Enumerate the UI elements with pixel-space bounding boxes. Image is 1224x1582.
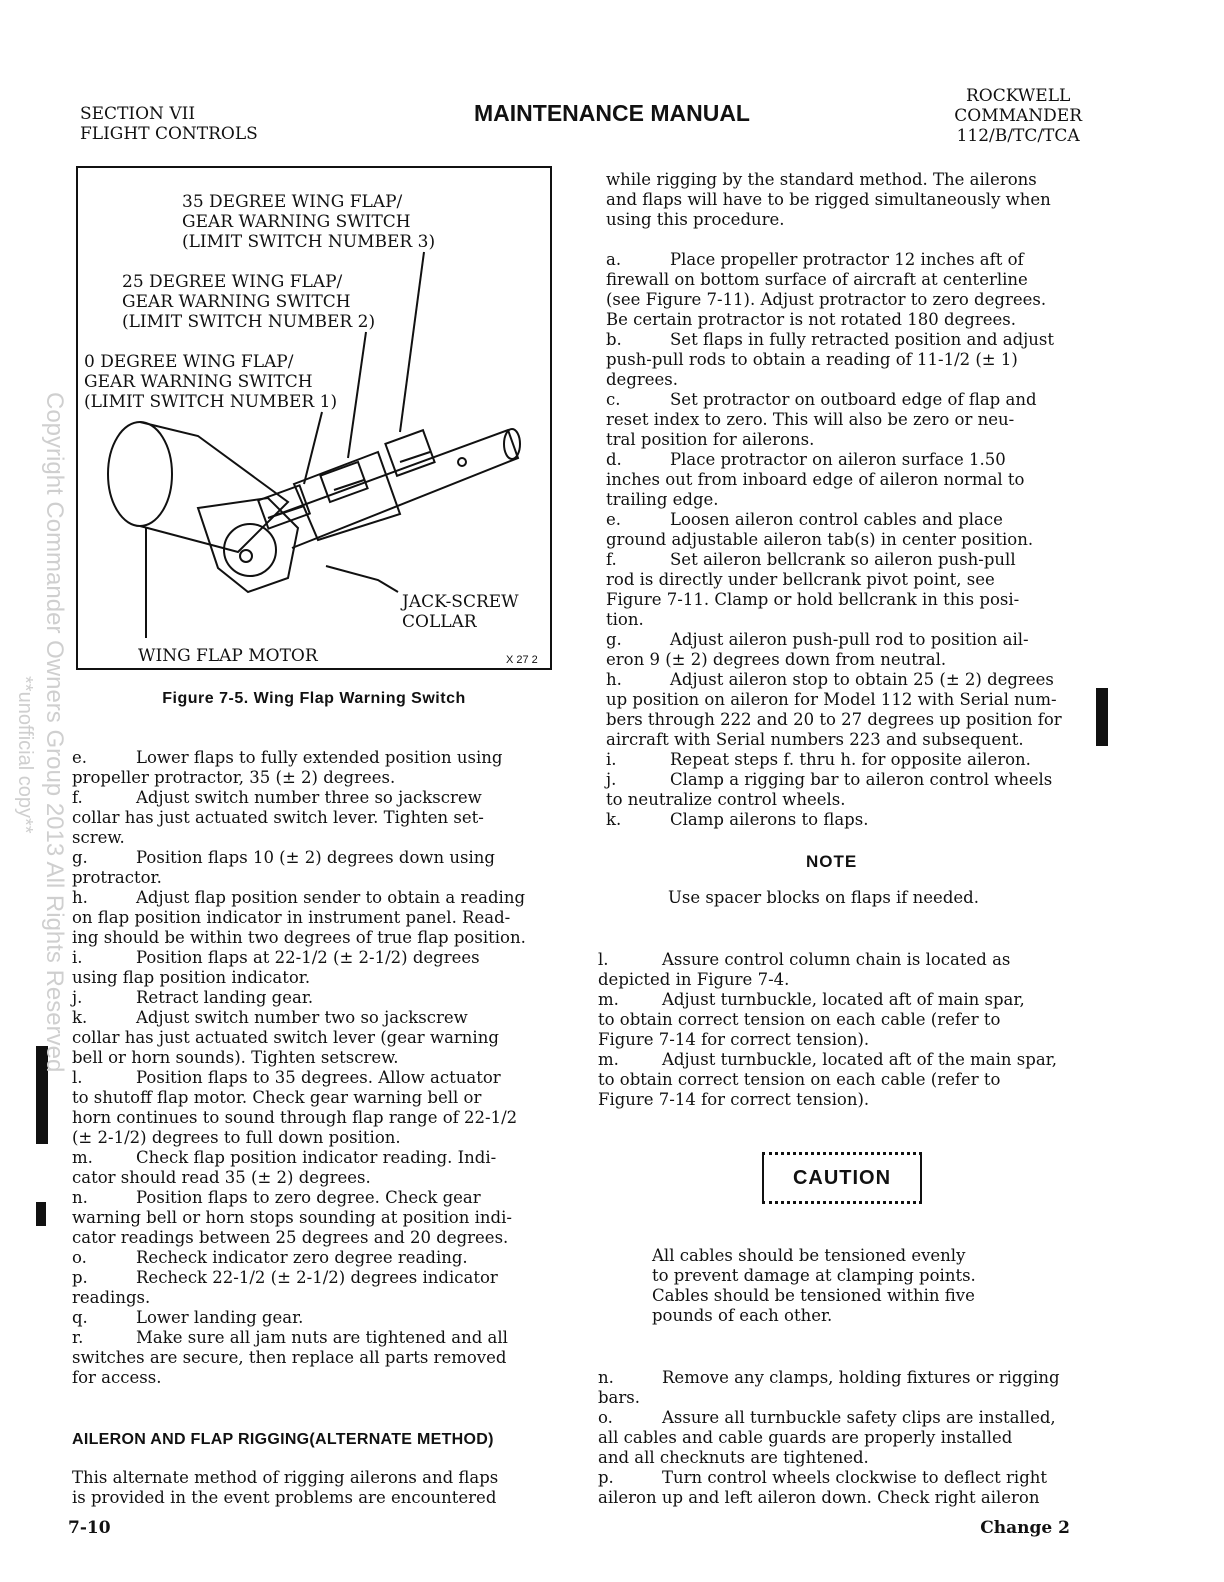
step-line	[606, 510, 1106, 530]
step-text: Loosen aileron control cables and place	[670, 510, 1003, 529]
step-text: Assure all turnbuckle safety clips are installed,	[662, 1408, 1056, 1427]
step-text: Position flaps at 22-1/2 (± 2-1/2) degrees	[136, 948, 480, 967]
step-letter: b.	[606, 330, 622, 349]
label-25-degree-switch: 25 DEGREE WING FLAP/ GEAR WARNING SWITCH (LIMIT SWITCH NUMBER 2)	[122, 272, 376, 332]
step-letter: n.	[72, 1188, 88, 1207]
step-text: Turn control wheels clockwise to deflect right	[662, 1468, 1048, 1487]
step-text: Adjust switch number three so jackscrew	[136, 788, 482, 807]
step-continuation: tion.	[606, 610, 644, 629]
step-line	[72, 1148, 552, 1168]
step-continuation: ing should be within two degrees of true flap position.	[72, 928, 526, 947]
step-line	[598, 1368, 1098, 1388]
step-text: Repeat steps f. thru h. for opposite aileron.	[670, 750, 1031, 769]
caution-text	[652, 1246, 1072, 1326]
step-continuation: warning bell or horn stops sounding at position indi-	[72, 1208, 512, 1227]
step-continuation: Be certain protractor is not rotated 180 degrees.	[606, 310, 1016, 329]
step-letter: p.	[598, 1468, 614, 1487]
step-continuation: reset index to zero. This will also be zero or neu-	[606, 410, 1015, 429]
step-letter: d.	[606, 450, 622, 469]
figure-caption: Figure 7-5. Wing Flap Warning Switch	[162, 690, 466, 707]
copyright-watermark: Copyright Commander Owners Group 2013 All Rights Reserved	[41, 392, 68, 1073]
left-column	[72, 748, 552, 1508]
note-label: NOTE	[806, 852, 858, 871]
caution-line: pounds of each other.	[652, 1306, 833, 1325]
step-letter: g.	[606, 630, 622, 649]
model-label: COMMANDER	[954, 106, 1082, 126]
step-continuation: rod is directly under bellcrank pivot point, see	[606, 570, 995, 589]
step-line	[72, 1068, 552, 1088]
subsection-label: FLIGHT CONTROLS	[80, 124, 258, 144]
step-line	[598, 1050, 1098, 1070]
step-letter: l.	[72, 1068, 83, 1087]
page-number: 7-10	[68, 1518, 111, 1538]
step-continuation: readings.	[72, 1288, 151, 1307]
step-line	[72, 1188, 552, 1208]
step-text: Clamp ailerons to flaps.	[670, 810, 869, 829]
label-0-degree-switch: 0 DEGREE WING FLAP/ GEAR WARNING SWITCH (LIMIT SWITCH NUMBER 1)	[84, 352, 338, 412]
step-continuation: switches are secure, then replace all parts removed	[72, 1348, 507, 1367]
step-line	[606, 330, 1106, 350]
step-letter: i.	[72, 948, 83, 967]
spacer	[72, 1450, 552, 1468]
step-letter: e.	[606, 510, 622, 529]
intro-line: while rigging by the standard method. The ailerons	[606, 170, 1037, 189]
step-continuation: to shutoff flap motor. Check gear warning bell or	[72, 1088, 482, 1107]
step-line	[606, 770, 1106, 790]
step-text: Set protractor on outboard edge of flap and	[670, 390, 1037, 409]
step-letter: f.	[72, 788, 83, 807]
figure-code: X 27 2	[506, 654, 538, 666]
change-bar-right	[1096, 688, 1108, 746]
step-line	[72, 1248, 552, 1268]
step-continuation: on flap position indicator in instrument panel. Read-	[72, 908, 511, 927]
step-text: Place protractor on aileron surface 1.50	[670, 450, 1006, 469]
step-continuation: collar has just actuated switch lever (gear warning	[72, 1028, 499, 1047]
step-letter: f.	[606, 550, 617, 569]
step-continuation: all cables and cable guards are properly installed	[598, 1428, 1013, 1447]
section-label: SECTION VII	[80, 104, 196, 124]
step-continuation: aileron up and left aileron down. Check right aileron	[598, 1488, 1040, 1507]
step-continuation: screw.	[72, 828, 125, 847]
step-continuation: protractor.	[72, 868, 162, 887]
intro-line: using this procedure.	[606, 210, 785, 229]
step-line	[72, 1308, 552, 1328]
step-text: Set flaps in fully retracted position and adjust	[670, 330, 1054, 349]
step-text: Retract landing gear.	[136, 988, 314, 1007]
step-letter: m.	[598, 990, 619, 1009]
spacer	[606, 230, 1106, 250]
step-letter: j.	[72, 988, 83, 1007]
change-number: Change 2	[980, 1518, 1070, 1538]
step-text: Adjust aileron stop to obtain 25 (± 2) degrees	[670, 670, 1054, 689]
unofficial-copy-watermark: **unofficial copy**	[14, 676, 36, 834]
step-text: Place propeller protractor 12 inches aft of	[670, 250, 1024, 269]
step-continuation: tral position for ailerons.	[606, 430, 815, 449]
step-letter: r.	[72, 1328, 84, 1347]
figure-box	[76, 166, 552, 670]
step-text: Clamp a rigging bar to aileron control wheels	[670, 770, 1053, 789]
intro-line: is provided in the event problems are encountered	[72, 1488, 497, 1507]
step-text: Lower landing gear.	[136, 1308, 304, 1327]
step-letter: p.	[72, 1268, 88, 1287]
step-continuation: Figure 7-14 for correct tension).	[598, 1090, 870, 1109]
step-text: Remove any clamps, holding fixtures or rigging	[662, 1368, 1060, 1387]
step-text: Recheck 22-1/2 (± 2-1/2) degrees indicator	[136, 1268, 498, 1287]
step-continuation: to obtain correct tension on each cable (refer to	[598, 1010, 1001, 1029]
step-letter: h.	[72, 888, 88, 907]
step-text: Adjust flap position sender to obtain a reading	[136, 888, 526, 907]
step-continuation: firewall on bottom surface of aircraft at centerline	[606, 270, 1028, 289]
label-wing-flap-motor: WING FLAP MOTOR	[138, 646, 318, 666]
step-letter: q.	[72, 1308, 88, 1327]
step-continuation: collar has just actuated switch lever. Tighten set-	[72, 808, 484, 827]
step-continuation: (± 2-1/2) degrees to full down position.	[72, 1128, 401, 1147]
step-continuation: cator should read 35 (± 2) degrees.	[72, 1168, 371, 1187]
step-continuation: depicted in Figure 7-4.	[598, 970, 790, 989]
step-letter: o.	[72, 1248, 87, 1267]
note-text: Use spacer blocks on flaps if needed.	[668, 888, 979, 907]
change-bar-left-2	[36, 1202, 46, 1226]
step-letter: k.	[606, 810, 622, 829]
step-continuation: eron 9 (± 2) degrees down from neutral.	[606, 650, 947, 669]
step-letter: m.	[598, 1050, 619, 1069]
step-line	[72, 1268, 552, 1288]
step-line	[606, 450, 1106, 470]
step-continuation: degrees.	[606, 370, 679, 389]
caution-label: CAUTION	[762, 1152, 922, 1204]
step-line	[606, 250, 1106, 270]
label-35-degree-switch: 35 DEGREE WING FLAP/ GEAR WARNING SWITCH (LIMIT SWITCH NUMBER 3)	[182, 192, 436, 252]
right-column-bottom	[598, 1368, 1098, 1508]
step-continuation: bars.	[598, 1388, 640, 1407]
step-continuation: propeller protractor, 35 (± 2) degrees.	[72, 768, 396, 787]
flap-motor-illustration	[78, 168, 550, 668]
step-continuation: to neutralize control wheels.	[606, 790, 846, 809]
model-header	[954, 86, 1082, 146]
step-continuation: bers through 222 and 20 to 27 degrees up position for	[606, 710, 1062, 729]
step-text: Position flaps to 35 degrees. Allow actuator	[136, 1068, 501, 1087]
step-continuation: horn continues to sound through flap range of 22-1/2	[72, 1108, 518, 1127]
step-line	[598, 1468, 1098, 1488]
step-line	[72, 988, 552, 1008]
step-line	[598, 950, 1098, 970]
step-continuation: ground adjustable aileron tab(s) in center position.	[606, 530, 1034, 549]
manufacturer-label: ROCKWELL	[965, 86, 1071, 106]
step-line	[606, 670, 1106, 690]
step-line	[598, 1408, 1098, 1428]
caution-line: All cables should be tensioned evenly	[652, 1246, 966, 1265]
step-letter: e.	[72, 748, 88, 767]
label-jack-screw-collar: JACK-SCREW COLLAR	[402, 592, 519, 632]
step-continuation: inches out from inboard edge of aileron normal to	[606, 470, 1025, 489]
step-text: Position flaps to zero degree. Check gear	[136, 1188, 481, 1207]
step-line	[72, 848, 552, 868]
step-letter: j.	[606, 770, 617, 789]
step-text: Adjust turnbuckle, located aft of main spar,	[662, 990, 1025, 1009]
step-continuation: using flap position indicator.	[72, 968, 311, 987]
step-text: Adjust switch number two so jackscrew	[136, 1008, 468, 1027]
step-text: Position flaps 10 (± 2) degrees down using	[136, 848, 495, 867]
step-letter: g.	[72, 848, 88, 867]
step-continuation: Figure 7-11. Clamp or hold bellcrank in this posi-	[606, 590, 1020, 609]
step-continuation: (see Figure 7-11). Adjust protractor to zero degrees.	[606, 290, 1047, 309]
right-column-middle	[598, 950, 1098, 1110]
step-continuation: bell or horn sounds). Tighten setscrew.	[72, 1048, 399, 1067]
step-letter: i.	[606, 750, 617, 769]
step-text: Make sure all jam nuts are tightened and all	[136, 1328, 508, 1347]
model-variants: 112/B/TC/TCA	[956, 126, 1080, 146]
section-heading: AILERON AND FLAP RIGGING(ALTERNATE METHOD)	[72, 1431, 494, 1448]
step-text: Adjust turnbuckle, located aft of the main spar,	[662, 1050, 1057, 1069]
step-continuation: trailing edge.	[606, 490, 719, 509]
step-line	[72, 948, 552, 968]
intro-line: This alternate method of rigging ailerons and flaps	[72, 1468, 499, 1487]
step-continuation: Figure 7-14 for correct tension).	[598, 1030, 870, 1049]
step-line	[606, 630, 1106, 650]
step-letter: m.	[72, 1148, 93, 1167]
step-line	[72, 1008, 552, 1028]
step-letter: l.	[598, 950, 609, 969]
step-line	[72, 1328, 552, 1348]
step-continuation: push-pull rods to obtain a reading of 11-1/2 (± 1)	[606, 350, 1018, 369]
step-line	[72, 748, 552, 768]
step-text: Assure control column chain is located as	[662, 950, 1011, 969]
right-column-top	[606, 170, 1106, 830]
step-letter: k.	[72, 1008, 88, 1027]
step-continuation: cator readings between 25 degrees and 20 degrees.	[72, 1228, 509, 1247]
step-continuation: to obtain correct tension on each cable (refer to	[598, 1070, 1001, 1089]
step-line	[606, 390, 1106, 410]
step-continuation: and all checknuts are tightened.	[598, 1448, 869, 1467]
step-text: Lower flaps to fully extended position using	[136, 748, 503, 767]
spacer	[72, 1388, 552, 1430]
caution-line: to prevent damage at clamping points.	[652, 1266, 976, 1285]
step-line	[606, 750, 1106, 770]
step-line	[606, 550, 1106, 570]
step-letter: n.	[598, 1368, 614, 1387]
step-letter: h.	[606, 670, 622, 689]
intro-line: and flaps will have to be rigged simultaneously when	[606, 190, 1051, 209]
step-line	[598, 990, 1098, 1010]
step-line	[72, 788, 552, 808]
step-continuation: aircraft with Serial numbers 223 and subsequent.	[606, 730, 1024, 749]
step-text: Check flap position indicator reading. Indi-	[136, 1148, 497, 1167]
caution-line: Cables should be tensioned within five	[652, 1286, 975, 1305]
step-text: Adjust aileron push-pull rod to position ail-	[670, 630, 1029, 649]
manual-title: MAINTENANCE MANUAL	[474, 100, 750, 126]
step-letter: c.	[606, 390, 621, 409]
step-continuation: for access.	[72, 1368, 162, 1387]
step-line	[72, 888, 552, 908]
step-text: Recheck indicator zero degree reading.	[136, 1248, 468, 1267]
step-letter: a.	[606, 250, 622, 269]
step-continuation: up position on aileron for Model 112 with Serial num-	[606, 690, 1057, 709]
step-line	[606, 810, 1106, 830]
step-letter: o.	[598, 1408, 613, 1427]
step-text: Set aileron bellcrank so aileron push-pull	[670, 550, 1016, 569]
